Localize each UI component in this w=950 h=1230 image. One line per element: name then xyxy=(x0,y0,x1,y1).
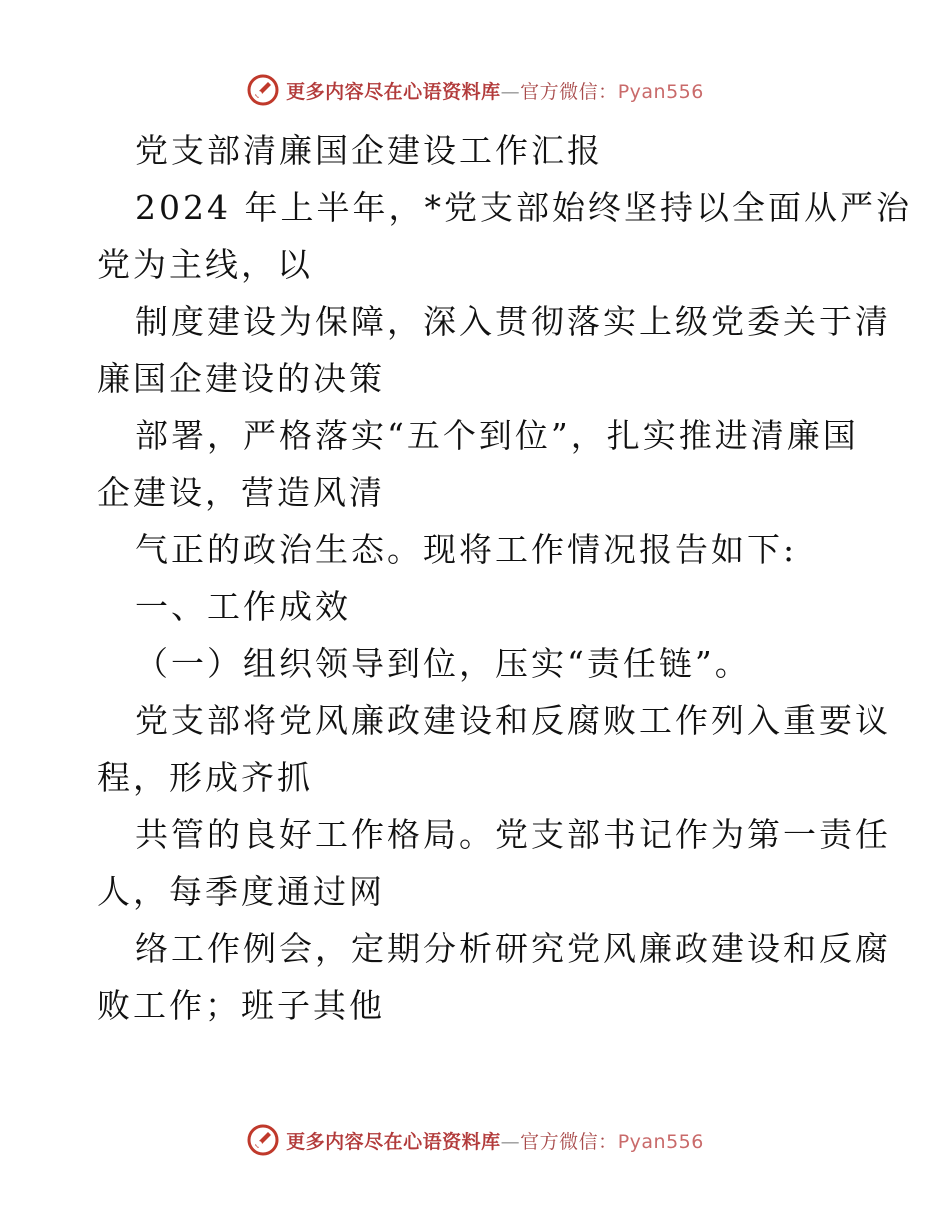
paragraph-line: 企建设，营造风清 xyxy=(97,473,385,512)
banner-wechat-id: Pyan556 xyxy=(617,1130,704,1153)
brand-logo-icon xyxy=(246,1123,280,1157)
banner-wechat-label: 官方微信： xyxy=(520,80,618,103)
paragraph-line: 党为主线，以 xyxy=(97,245,313,284)
paragraph-line: 一、工作成效 xyxy=(135,587,351,626)
paragraph-line: 制度建设为保障，深入贯彻落实上级党委关于清 xyxy=(135,302,891,341)
paragraph-line: 2024 年上半年，*党支部始终坚持以全面从严治 xyxy=(135,188,912,227)
paragraph-line: 气正的政治生态。现将工作情况报告如下: xyxy=(135,530,798,569)
footer-banner xyxy=(0,1120,950,1160)
paragraph-line: 共管的良好工作格局。党支部书记作为第一责任 xyxy=(135,815,891,854)
header-banner xyxy=(0,70,950,110)
paragraph-line: 络工作例会，定期分析研究党风廉政建设和反腐 xyxy=(135,929,891,968)
banner-text xyxy=(286,1127,704,1154)
banner-wechat-label: 官方微信： xyxy=(520,1130,618,1153)
brand-logo-icon xyxy=(246,73,280,107)
paragraph-line: 程，形成齐抓 xyxy=(97,758,313,797)
paragraph-line: 党支部清廉国企建设工作汇报 xyxy=(135,131,603,170)
banner-main: 更多内容尽在心语资料库 xyxy=(286,1130,501,1153)
document-body xyxy=(97,122,912,1034)
paragraph-line: 党支部将党风廉政建设和反腐败工作列入重要议 xyxy=(135,701,891,740)
paragraph-line: （一）组织领导到位，压实“责任链”。 xyxy=(135,644,751,683)
paragraph-line: 部署，严格落实“五个到位”，扎实推进清廉国 xyxy=(135,416,859,455)
paragraph-line: 人，每季度通过网 xyxy=(97,872,385,911)
paragraph-line: 败工作；班子其他 xyxy=(97,986,385,1025)
banner-main: 更多内容尽在心语资料库 xyxy=(286,80,501,103)
banner-separator: — xyxy=(500,80,521,103)
banner-wechat-id: Pyan556 xyxy=(617,80,704,103)
banner-text xyxy=(286,77,704,104)
paragraph-line: 廉国企建设的决策 xyxy=(97,359,385,398)
banner-separator: — xyxy=(500,1130,521,1153)
